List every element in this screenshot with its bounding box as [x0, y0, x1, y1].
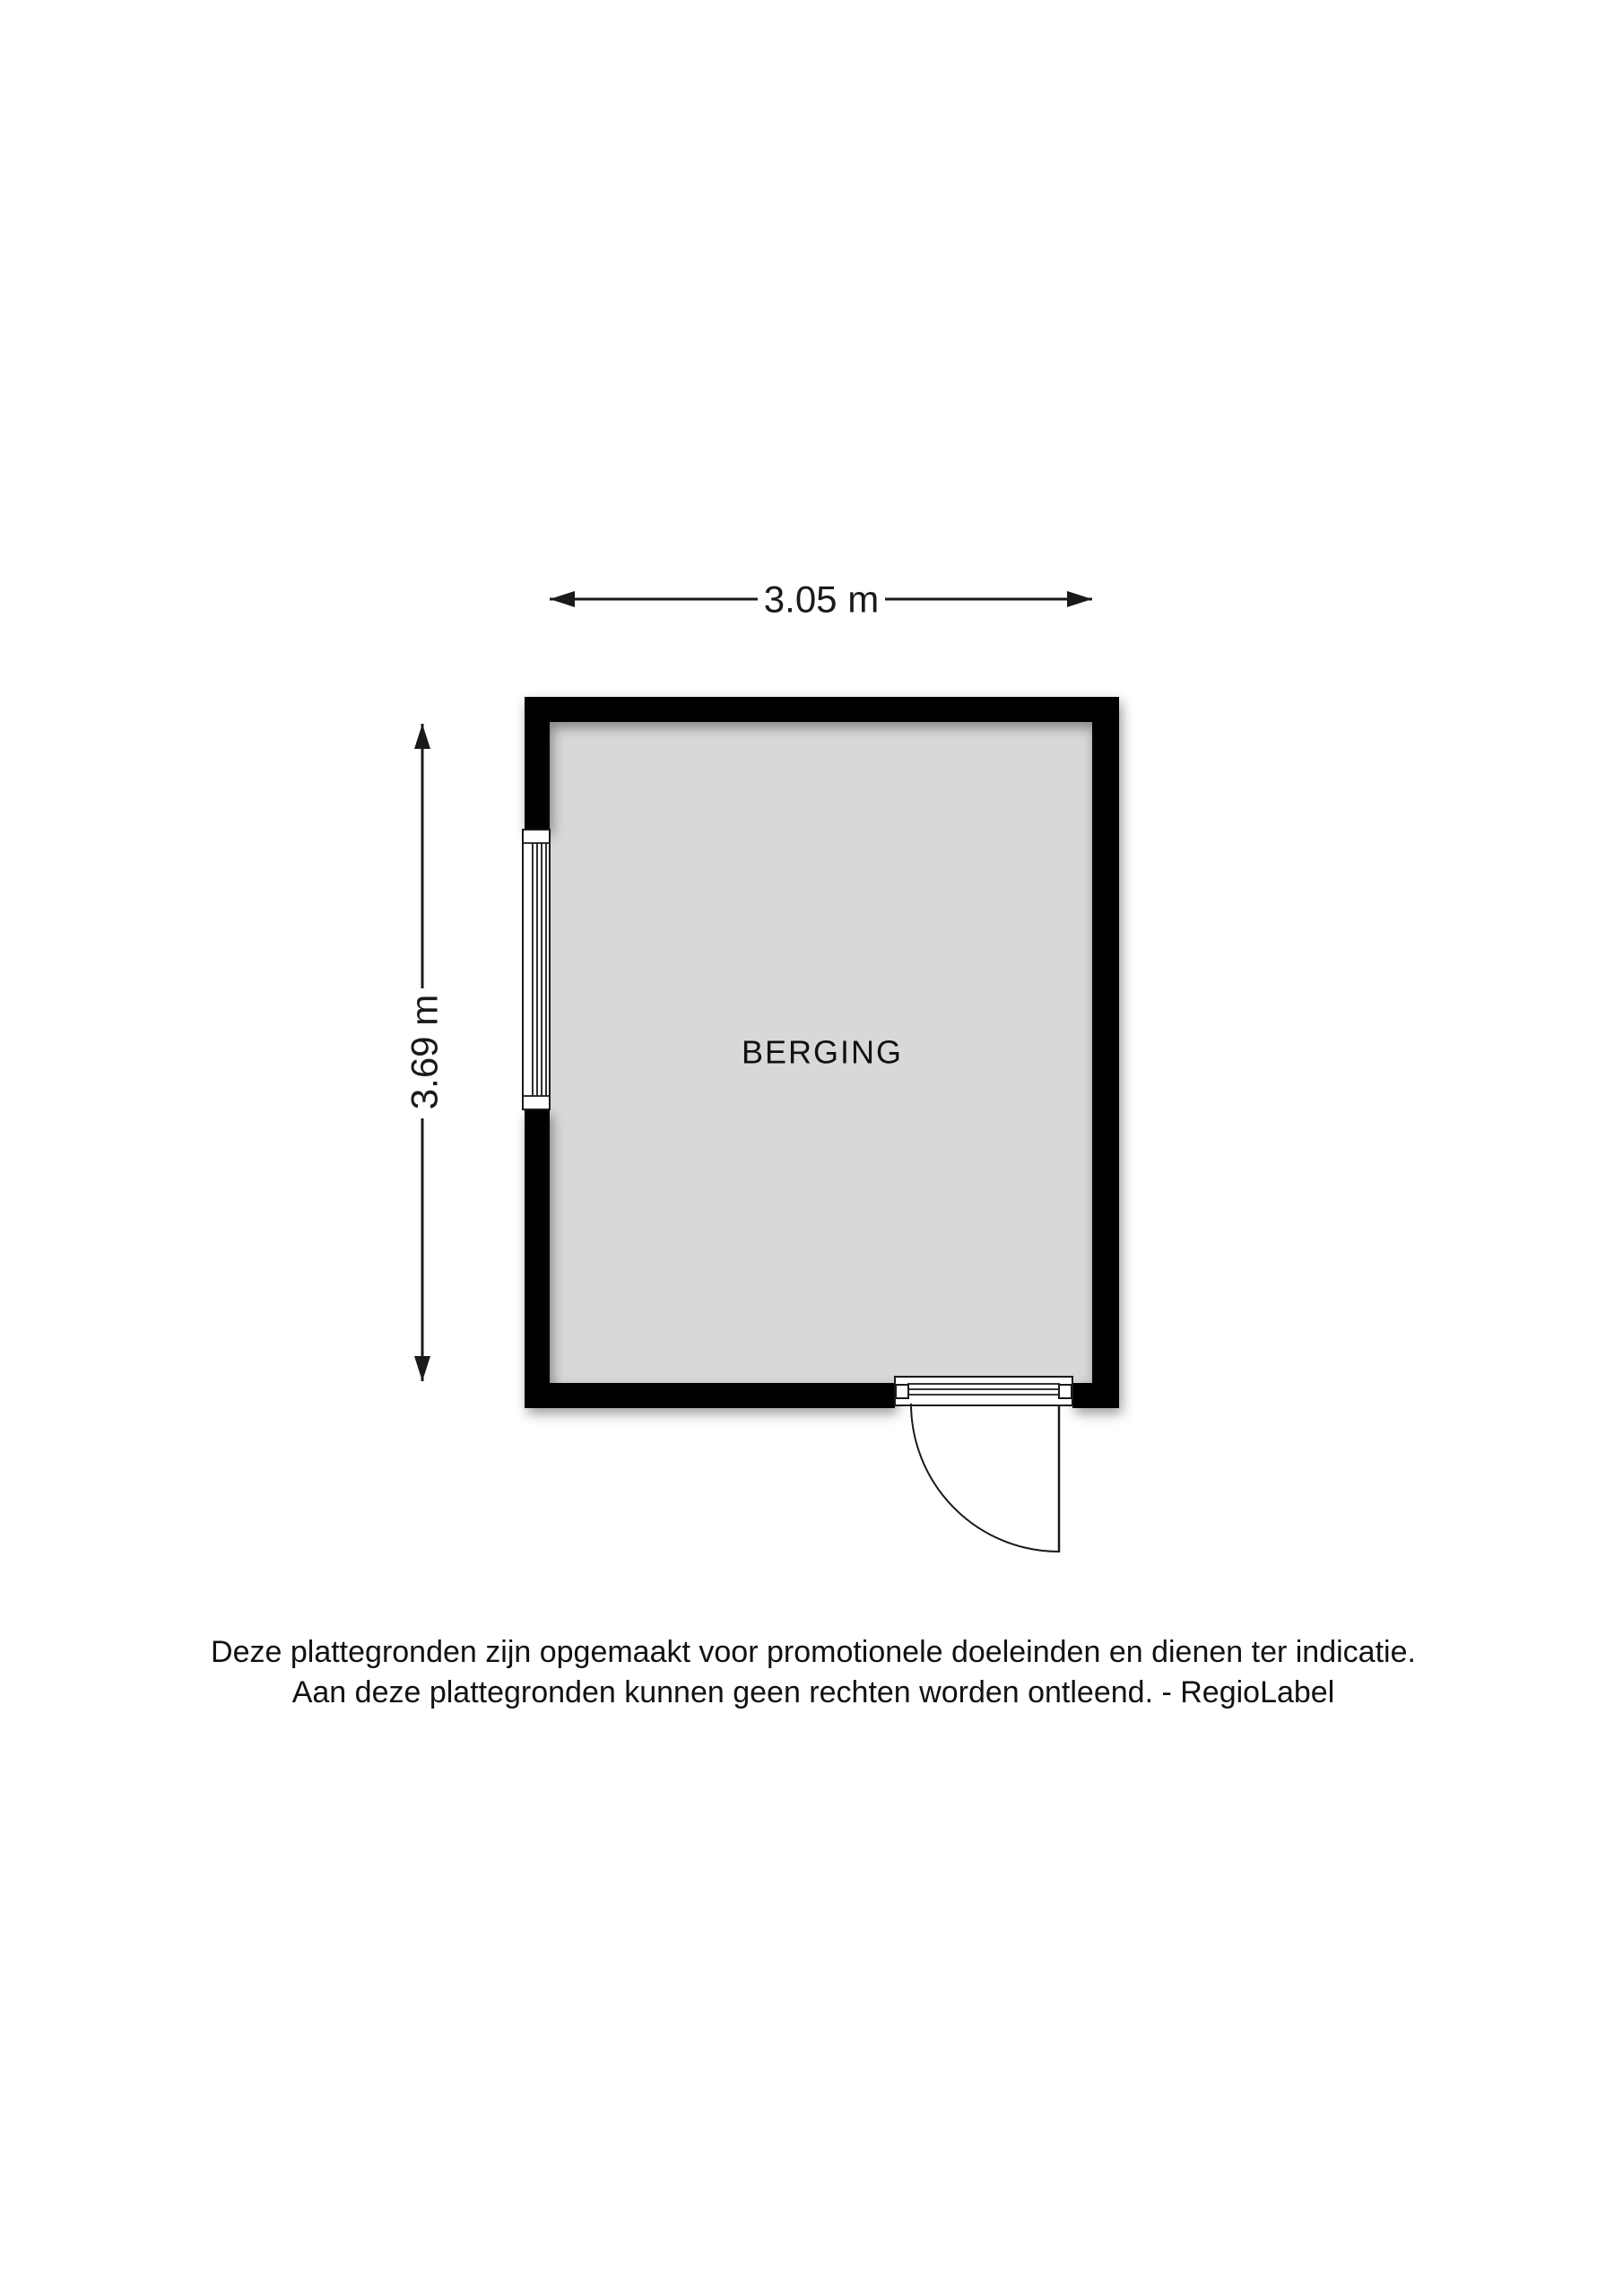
- wall-top: [525, 697, 1119, 722]
- door-jamb-left: [896, 1385, 908, 1398]
- door-swing-arc: [911, 1404, 1059, 1552]
- door-jamb-right: [1059, 1385, 1072, 1398]
- arrow-right-icon: [1067, 591, 1092, 607]
- room-berging: [523, 697, 1119, 1552]
- disclaimer-line-1: Deze plattegronden zijn opgemaakt voor promotionele doeleinden en dienen ter indicatie.: [211, 1635, 1416, 1669]
- arrow-up-icon: [414, 724, 430, 749]
- wall-bottom-right: [1072, 1383, 1119, 1408]
- disclaimer: [211, 1635, 1416, 1709]
- door-threshold: [895, 1377, 1072, 1405]
- wall-right: [1092, 697, 1119, 1408]
- height-dimension: [404, 724, 446, 1381]
- width-dimension: [550, 578, 1092, 621]
- room-label: BERGING: [741, 1033, 904, 1071]
- arrow-left-icon: [550, 591, 575, 607]
- height-dimension-label: 3.69 m: [403, 994, 446, 1110]
- arrow-down-icon: [414, 1356, 430, 1381]
- window: [523, 830, 550, 1109]
- wall-left-lower: [525, 1109, 550, 1408]
- door: [895, 1377, 1072, 1552]
- width-dimension-label: 3.05 m: [763, 578, 880, 621]
- wall-bottom-left: [525, 1383, 895, 1408]
- disclaimer-line-2: Aan deze plattegronden kunnen geen rechten worden ontleend. - RegioLabel: [291, 1675, 1335, 1709]
- wall-left-upper: [525, 697, 550, 830]
